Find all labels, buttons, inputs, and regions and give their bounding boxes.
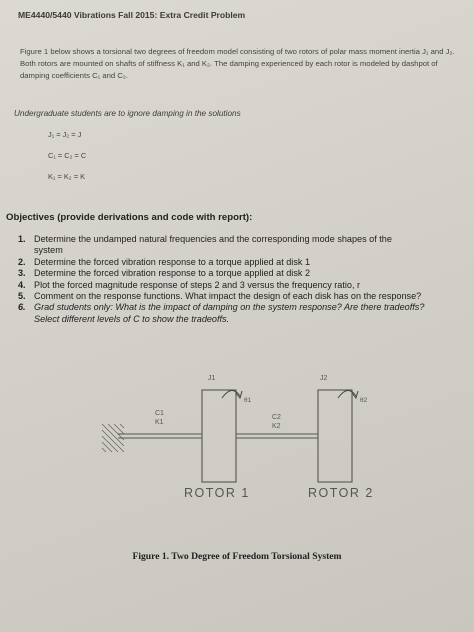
rotor-1-label: ROTOR 1 xyxy=(184,486,250,500)
figure-caption: Figure 1. Two Degree of Freedom Torsional System xyxy=(132,551,342,562)
j2-label: J2 xyxy=(320,375,328,382)
objective-item: 5. Comment on the response functions. What impact the design of each disk has on the response? xyxy=(18,291,422,302)
objective-item: 1. Determine the undamped natural frequencies and the corresponding mode shapes of the xyxy=(18,234,392,244)
j1-label: J1 xyxy=(208,375,216,382)
intro-paragraph: Figure 1 below shows a torsional two degrees of freedom model consisting of two rotors of polar mass moment inertia J₁ and J₂. Both rotors are mounted on shafts of stiffness K₁ and K₂. The damping experienced by each rotor is modeled by dashpot of damping coefficients C₁ and C₂. xyxy=(20,47,455,80)
torsional-system-diagram xyxy=(0,360,474,520)
objective-item: Select different levels of C to show the tradeoffs. xyxy=(34,313,230,324)
equation-inertia: J₁ = J₂ = J xyxy=(48,130,82,139)
c2-label: C2 xyxy=(272,414,281,421)
rotor-1-disk xyxy=(202,390,236,482)
objective-item: system xyxy=(34,245,63,256)
objective-item: 2. Determine the forced vibration response to a torque applied at disk 1 xyxy=(18,256,311,267)
equation-damping: C₁ = C₂ = C xyxy=(48,151,87,160)
c1-label: C1 xyxy=(155,410,164,417)
objective-item: 4. Plot the forced magnitude response of steps 2 and 3 versus the frequency ratio, r xyxy=(18,279,361,290)
rotor-2-disk xyxy=(318,390,352,482)
rotor-2-label: ROTOR 2 xyxy=(308,486,374,500)
objective-item: 6. Grad students only: What is the impact of damping on the system response? Are there tradeoffs? xyxy=(18,302,425,313)
undergrad-note: Undergraduate students are to ignore damping in the solutions xyxy=(14,109,241,118)
document-header: ME4440/5440 Vibrations Fall 2015: Extra Credit Problem xyxy=(18,10,246,20)
objective-item: 3. Determine the forced vibration response to a torque applied at disk 2 xyxy=(18,268,311,279)
objectives-list xyxy=(14,234,474,325)
theta2-label: θ2 xyxy=(360,397,368,404)
k1-label: K1 xyxy=(155,419,164,426)
objectives-heading: Objectives (provide derivations and code with report): xyxy=(6,212,253,223)
equation-stiffness: K₁ = K₂ = K xyxy=(48,172,85,181)
k2-label: K2 xyxy=(272,423,281,430)
theta1-label: θ1 xyxy=(244,397,252,404)
